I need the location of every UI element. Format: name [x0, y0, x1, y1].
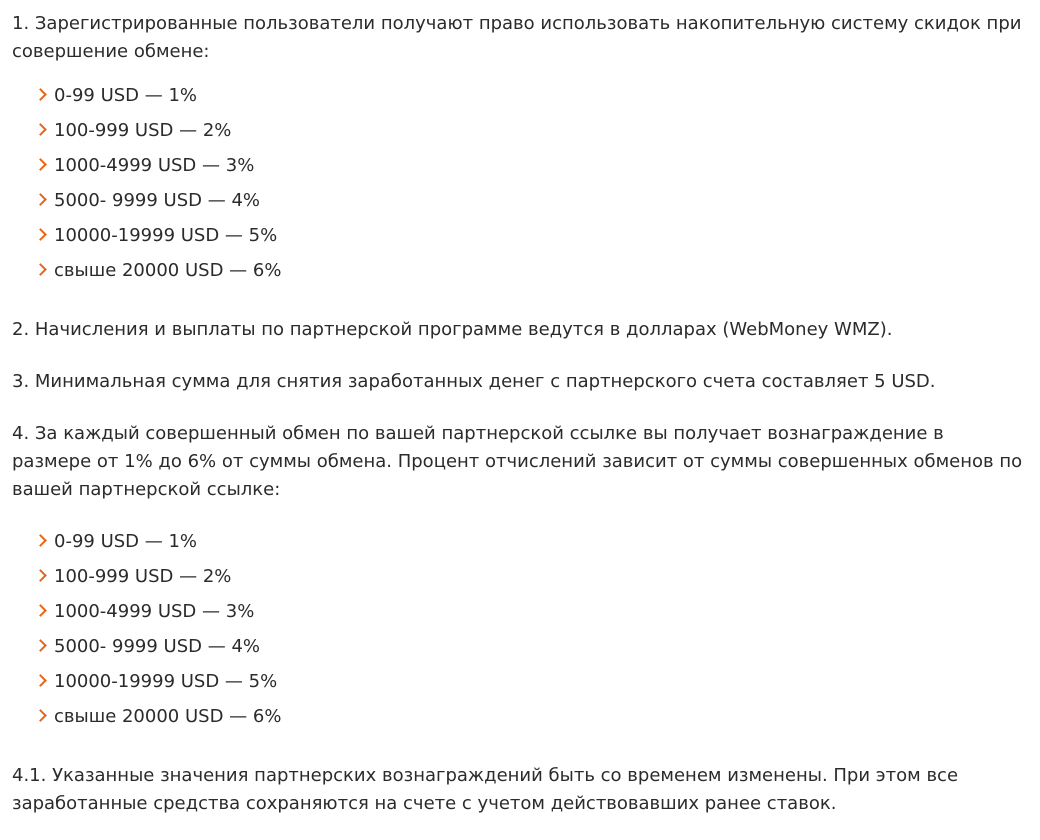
chevron-right-icon [34, 534, 47, 547]
list-item-text: 10000-19999 USD — 5% [54, 671, 278, 692]
list-item-text: 1000-4999 USD — 3% [54, 155, 255, 176]
list-item-text: 100-999 USD — 2% [54, 120, 232, 141]
chevron-right-icon [34, 604, 47, 617]
chevron-right-icon [34, 639, 47, 652]
chevron-right-icon [34, 263, 47, 276]
list-item [36, 594, 1028, 629]
list-item-text: 5000- 9999 USD — 4% [54, 636, 261, 657]
chevron-right-icon [34, 569, 47, 582]
paragraph-4: 4. За каждый совершенный обмен по вашей партнерской ссылке вы получает вознаграждение в размере от 1% до 6% от суммы обмена. Процент отчислений зависит от суммы совершенных обменов по вашей партнерской ссылке: [12, 423, 1023, 500]
chevron-right-icon [34, 88, 47, 101]
list-item [36, 113, 1028, 148]
list-item [36, 183, 1028, 218]
list-item-text: 100-999 USD — 2% [54, 566, 232, 587]
list-item-text: 0-99 USD — 1% [54, 85, 198, 106]
list-item-text: 5000- 9999 USD — 4% [54, 190, 261, 211]
list-item [36, 664, 1028, 699]
list-item-text: 10000-19999 USD — 5% [54, 225, 278, 246]
reward-list [12, 524, 1028, 734]
paragraph-2: 2. Начисления и выплаты по партнерской программе ведутся в долларах (WebMoney WMZ). [12, 319, 893, 340]
discount-list [12, 78, 1028, 288]
chevron-right-icon [34, 228, 47, 241]
list-item [36, 699, 1028, 734]
paragraph-3: 3. Минимальная сумма для снятия заработанных денег с партнерского счета составляет 5 USD. [12, 371, 936, 392]
list-item [36, 253, 1028, 288]
chevron-right-icon [34, 709, 47, 722]
chevron-right-icon [34, 158, 47, 171]
list-item [36, 148, 1028, 183]
chevron-right-icon [34, 193, 47, 206]
paragraph-4-1: 4.1. Указанные значения партнерских вознаграждений быть со временем изменены. При этом все заработанные средства сохраняются на счете с учетом действовавших ранее ставок. [12, 765, 959, 814]
list-item-text: свыше 20000 USD — 6% [54, 260, 282, 281]
chevron-right-icon [34, 123, 47, 136]
list-item-text: свыше 20000 USD — 6% [54, 706, 282, 727]
list-item [36, 524, 1028, 559]
list-item-text: 1000-4999 USD — 3% [54, 601, 255, 622]
paragraph-1: 1. Зарегистрированные пользователи получают право использовать накопительную систему скидок при совершение обмене: [12, 13, 1022, 62]
list-item [36, 629, 1028, 664]
chevron-right-icon [34, 674, 47, 687]
list-item [36, 218, 1028, 253]
list-item [36, 78, 1028, 113]
list-item [36, 559, 1028, 594]
list-item-text: 0-99 USD — 1% [54, 531, 198, 552]
